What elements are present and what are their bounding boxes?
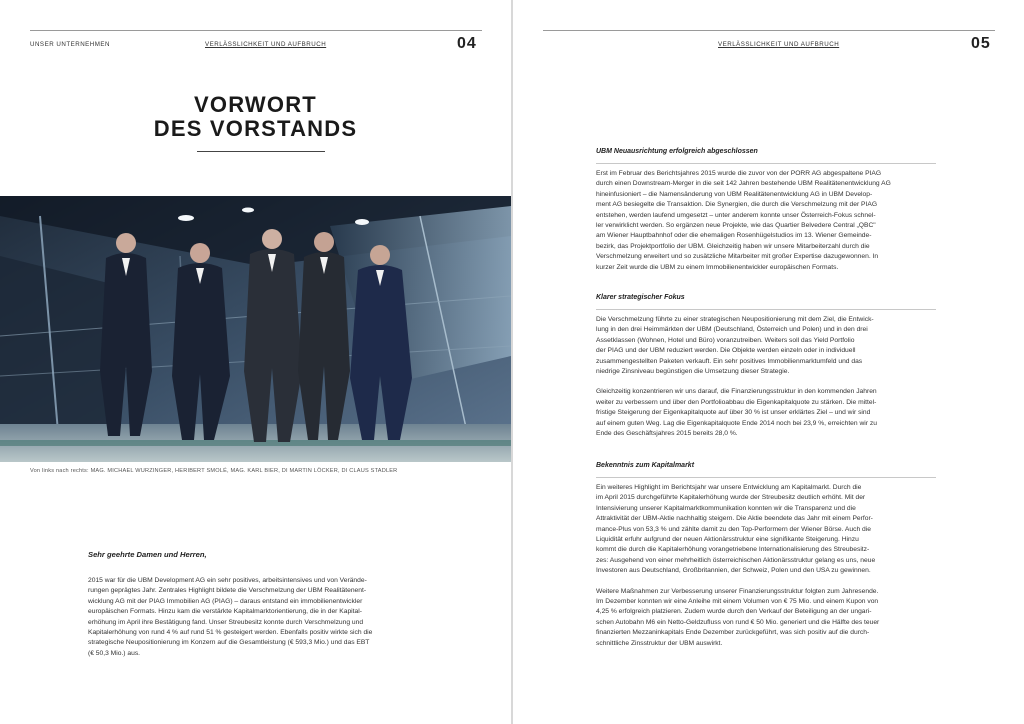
section-rule [596,477,936,478]
body-line: strategische Neupositionierung im Konzern auf die Gesamtleistung (€ 593,3 Mio.) und das EBT [88,639,370,647]
body-line: entstehen, werden laufend umgesetzt – unter anderem konnte unser Österreich-Fokus schnel- [596,211,876,219]
section-label: UNSER UNTERNEHMEN [30,41,111,48]
section-heading: UBM Neuausrichtung erfolgreich abgeschlossen [596,148,758,155]
board-photo [0,196,511,462]
section-heading: Klarer strategischer Fokus [596,294,685,301]
body-line: rungen geprägtes Jahr. Zentrales Highlight bildete die Verschmelzung der UBM Realitätenent- [88,587,367,595]
body-line: Liquidität erfuhr aufgrund der neuen Aktionärsstruktur eine signifikante Steigerung. Hinzu [596,536,859,544]
body-line: Weitere Maßnahmen zur Verbesserung unserer Finanzierungsstruktur folgten zum Jahresende. [596,587,879,595]
body-line: (€ 50,3 Mio.) aus. [88,649,141,657]
salutation: Sehr geehrte Damen und Herren, [88,550,207,559]
body-line: weiter zu verbessern und über den Portfolioabbau die Eigenkapitalquote zu stärken. Die mittel- [596,398,877,406]
page-number-right: 05 [971,35,991,52]
page-title [0,93,511,141]
left-page [0,0,511,724]
body-line: Assetklassen (Wohnen, Hotel und Büro) voranzutreiben. Weiters soll das Yield Portfolio [596,336,855,344]
body-line: zusammengestellten Paketen verkauft. Ein sehr positives Immobilienmarktumfeld und das [596,357,863,365]
body-line: Gleichzeitig konzentrieren wir uns darauf, die Finanzierungsstruktur in den kommenden Jahren [596,388,877,396]
body-line: Intensivierung unserer Kapitalmarktkommunikation konnten wir die Transparenz und die [596,504,856,512]
body-line: ler verwirklicht werden. So ergänzen neue Projekte, wie das Quartier Belvedere Central „QBC" [596,222,876,230]
section-paragraph [596,587,936,649]
body-line: Die Verschmelzung führte zu einer strategischen Neupositionierung mit dem Ziel, die Entwick- [596,316,874,323]
body-line: Kapitalerhöhung von rund 4 % auf rund 51 % gesteigert werden. Ebenfalls positiv wirkte sich die [88,629,373,637]
foreword-body [88,576,436,659]
body-line: am Wiener Hauptbahnhof oder die ehemaligen Rosenhügelstudios im 13. Wiener Gemeinde- [596,232,872,240]
chapter-label-right: VERLÄSSLICHKEIT UND AUFBRUCH [718,41,840,48]
page-number: 04 [457,35,477,52]
title-underline [197,151,325,152]
body-line: durch einen Downstream-Merger in die seit 142 Jahren bestehende UBM Realitätenentwicklung AG [596,180,891,188]
body-line: lung in den drei Heimmärkten der UBM (Deutschland, Österreich und Polen) und in den drei [596,326,868,334]
body-line: niedrige Zinsniveau begünstigen die Umsetzung dieser Strategie. [596,368,790,376]
body-line: Ein weiteres Highlight im Berichtsjahr war unsere Entwicklung am Kapitalmarkt. Durch die [596,484,862,491]
title-line-1: VORWORT [194,92,317,117]
header-rule [30,30,482,31]
body-line: Erst im Februar des Berichtsjahres 2015 wurde die zuvor von der PORR AG abgespaltene PIAG [596,170,882,177]
body-line: fristige Steigerung der Eigenkapitalquote auf über 30 % ist unser erklärtes Ziel – und wir sind [596,409,871,417]
section-heading: Bekenntnis zum Kapitalmarkt [596,462,695,469]
body-line: mance-Plus von 53,3 % und zählte damit zu den Top-Performern der Wiener Börse. Auch die [596,525,871,533]
body-line: zes: Ausgehend von einer mehrheitlich österreichischen Aktionärsstruktur gelang es uns, neue [596,556,876,564]
section-rule [596,163,936,164]
body-line: 4,25 % erfolgreich platzieren. Zudem wurde durch den Verkauf der Beteiligung an der ungari- [596,608,872,616]
body-line: europäischen Formats. Hinzu kam die verstärkte Kapitalmarktorientierung, die in der Kapital- [88,608,362,616]
chapter-label: VERLÄSSLICHKEIT UND AUFBRUCH [205,41,327,48]
body-line: Im Dezember konnten wir eine Anleihe mit einem Volumen von € 75 Mio. und einem Kupon von [596,598,879,605]
section-paragraph [596,169,936,273]
section-paragraph [596,387,936,439]
body-line: der PIAG und der UBM reduziert werden. Die Objekte werden einzeln oder in individuell [596,347,856,355]
body-line: auf einem guten Weg. Lag die Eigenkapitalquote Ende 2014 noch bei 23,9 %, erreichten wir zu [596,419,877,427]
body-line: Verschmelzung erweitert und so zusätzliche Mitarbeiter mit großer Expertise dazugewonnen. In [596,253,879,261]
section-paragraph [596,315,936,377]
body-line: im April 2015 durchgeführte Kapitalerhöhung wurde der Streubesitz deutlich erhöht. Mit der [596,494,866,502]
body-line: erhöhung im April ihre Bestätigung fand. Unser Streubesitz konnte durch Verschmelzung und [88,618,364,626]
body-line: wicklung AG mit der PIAG Immobilien AG (PIAG) – daraus entstand ein immobilienentwickler [88,597,363,605]
photo-caption: Von links nach rechts: MAG. MICHAEL WURZINGER, HERIBERT SMOLÉ, MAG. KARL BIER, DI MARTIN LÖCKER, DI CLAUS STADLER [30,468,398,474]
body-line: hineinfusioniert – die Namensänderung von UBM Realitätenentwicklung AG in UBM Develop- [596,190,873,198]
body-line: Ende des Geschäftsjahres 2015 bereits 28,0 %. [596,430,738,438]
body-line: schen Autobahn M6 ein Netto-Geldzufluss von rund € 50 Mio. generiert und die Hälfte des teuer [596,618,880,626]
body-line: finanzierten Mezzaninkapitals Ende Dezember zurückgeführt, was sich positiv auf die durch- [596,629,870,637]
body-line: bezirk, das Projektportfolio der UBM. Gleichzeitig haben wir unsere Mitarbeiterzahl durch die [596,242,870,250]
section-paragraph [596,483,936,577]
body-line: kommt die durch die Kapitalerhöhung vorangetriebene Internationalisierung des Streubesitz- [596,546,870,554]
header-rule-right [543,30,995,31]
section-rule [596,309,936,310]
body-line: 2015 war für die UBM Development AG ein sehr positives, arbeitsintensives und von Verände- [88,577,367,584]
body-line: kurzer Zeit wurde die UBM zu einem Immobilienentwickler europäischen Formats. [596,263,839,271]
title-line-2: DES VORSTANDS [153,116,358,141]
body-line: schnittliche Zinsstruktur der UBM auswirkt. [596,639,723,647]
body-line: Attraktivität der UBM-Aktie nachhaltig steigern. Die Aktie beendete das Jahr mit einem Perfor- [596,515,873,523]
body-line: Investoren aus Deutschland, Großbritannien, der Schweiz, Polen und den USA zu gewinnen. [596,567,871,575]
body-line: ment AG besiegelte die Transaktion. Die Synergien, die durch die Verschmelzung mit der PIAG [596,201,878,209]
